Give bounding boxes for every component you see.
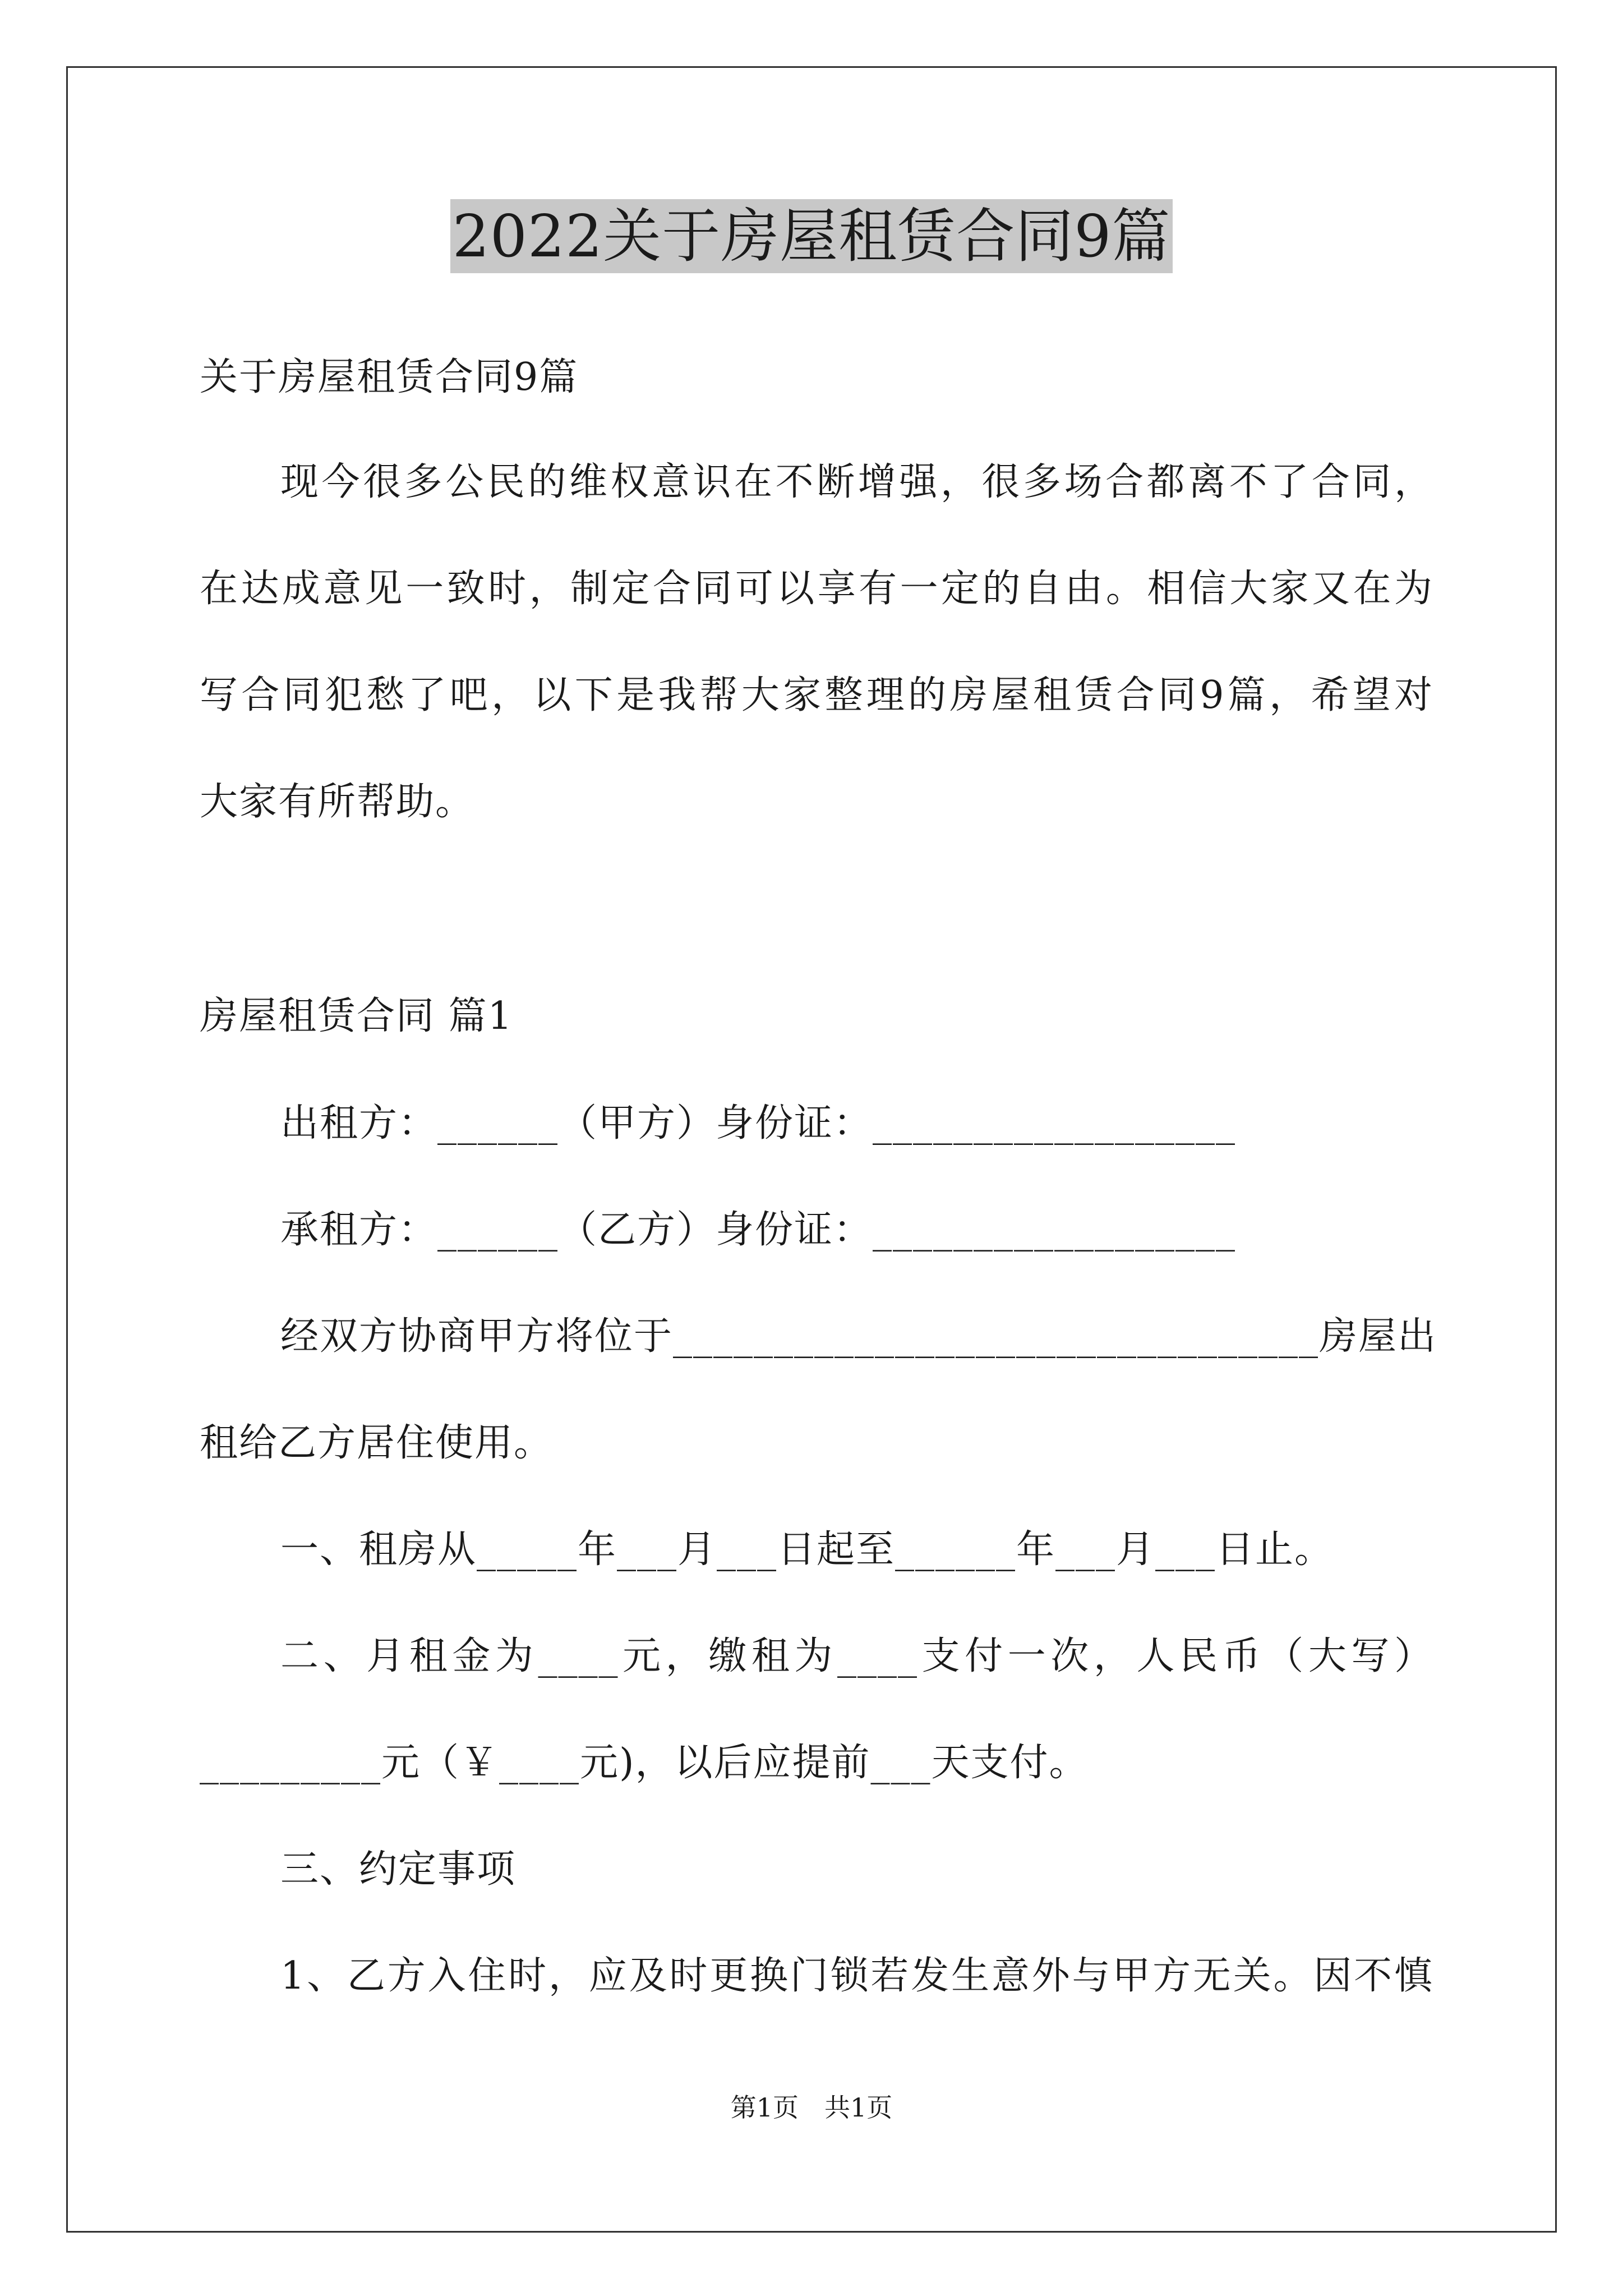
body-line-lessee: 承租方：______（乙方）身份证：__________________ xyxy=(280,1208,1237,1252)
section-heading: 房屋租赁合同 篇1 xyxy=(200,994,513,1038)
body-line-clause-1: 1、乙方入住时，应及时更换门锁若发生意外与甲方无关。因不慎 xyxy=(280,1954,1433,1998)
body-line-term: 一、租房从_____年___月___日起至______年___月___日止。 xyxy=(280,1527,1334,1572)
document-subtitle: 关于房屋租赁合同9篇 xyxy=(200,355,579,399)
body-line-rent-amount: _________元（￥____元)，以后应提前___天支付。 xyxy=(200,1741,1089,1785)
body-line-location: 经双方协商甲方将位于________________________________房屋出 xyxy=(280,1314,1437,1359)
body-line-lessor: 出租方：______（甲方）身份证：__________________ xyxy=(280,1101,1237,1145)
body-line-agreement-heading: 三、约定事项 xyxy=(280,1847,517,1892)
intro-line-4: 大家有所帮助。 xyxy=(200,780,475,824)
body-line-usage: 租给乙方居住使用。 xyxy=(200,1421,554,1465)
intro-line-1: 现今很多公民的维权意识在不断增强，很多场合都离不了合同， xyxy=(280,460,1433,504)
intro-line-2: 在达成意见一致时，制定合同可以享有一定的自由。相信大家又在为 xyxy=(200,567,1433,611)
page-footer: 第1页 共1页 xyxy=(730,2092,893,2123)
intro-line-3: 写合同犯愁了吧，以下是我帮大家整理的房屋租赁合同9篇，希望对 xyxy=(200,673,1433,717)
body-line-rent: 二、月租金为____元，缴租为____支付一次，人民币（大写） xyxy=(280,1634,1433,1678)
document-title: 2022关于房屋租赁合同9篇 xyxy=(450,199,1173,273)
title-container xyxy=(0,199,1623,273)
